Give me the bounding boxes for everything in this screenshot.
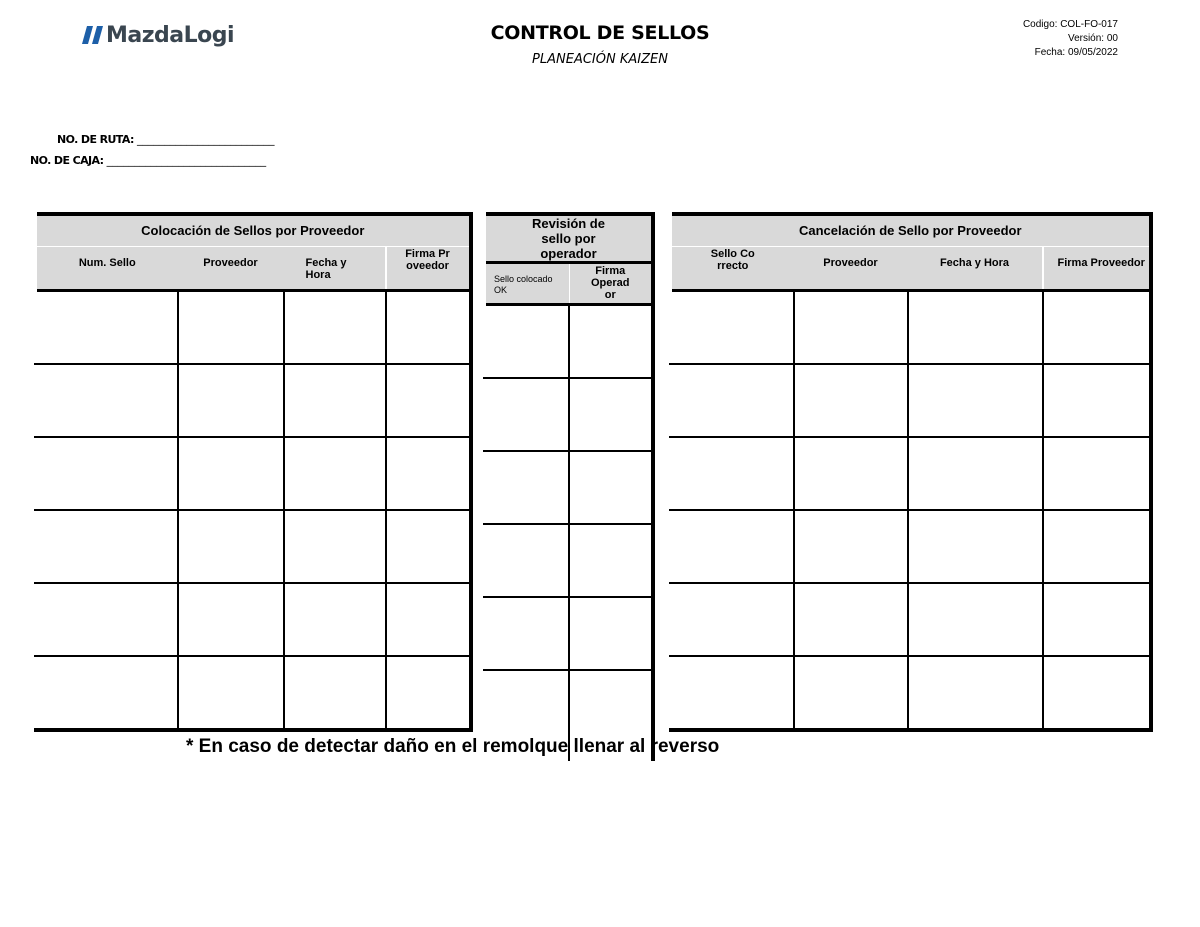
col-cancel-supplier-signature: Firma Proveedor — [1043, 246, 1151, 290]
table-row — [669, 290, 1151, 364]
table-cell[interactable] — [794, 364, 908, 437]
table-cell[interactable] — [1043, 364, 1151, 437]
table-row — [34, 656, 471, 730]
table-cell[interactable] — [908, 656, 1043, 730]
table-row — [669, 583, 1151, 656]
table-cell[interactable] — [386, 437, 471, 510]
table-cell[interactable] — [178, 437, 284, 510]
table-row — [483, 524, 653, 597]
table-cell[interactable] — [1043, 656, 1151, 730]
seal-cancellation-table — [665, 212, 1153, 732]
box-number-blank: _____________________________ — [106, 154, 267, 167]
table-cell[interactable] — [794, 437, 908, 510]
table-cell[interactable] — [284, 364, 386, 437]
table-cell[interactable] — [669, 364, 794, 437]
table-cell[interactable] — [34, 290, 178, 364]
table-row — [483, 305, 653, 379]
table-cell[interactable] — [669, 583, 794, 656]
table-cell[interactable] — [1043, 510, 1151, 583]
seal-review-title: Revisión de sello por operador — [483, 214, 653, 263]
table-cell[interactable] — [34, 510, 178, 583]
document-title: CONTROL DE SELLOS — [490, 22, 710, 44]
table-row — [669, 656, 1151, 730]
table-row — [34, 290, 471, 364]
table-cell[interactable] — [794, 583, 908, 656]
table-row — [669, 364, 1151, 437]
document-metadata — [1023, 18, 1118, 60]
route-number-label: NO. DE RUTA: — [57, 133, 134, 146]
table-cell[interactable] — [908, 583, 1043, 656]
document-version: Versión: 00 — [1067, 33, 1118, 44]
table-cell[interactable] — [908, 290, 1043, 364]
table-cell[interactable] — [386, 656, 471, 730]
table-cell[interactable] — [908, 364, 1043, 437]
seal-placement-title: Colocación de Sellos por Proveedor — [34, 214, 471, 246]
table-cell[interactable] — [569, 524, 653, 597]
logo-mark-icon — [82, 24, 104, 46]
table-cell[interactable] — [386, 510, 471, 583]
table-cell[interactable] — [34, 656, 178, 730]
table-cell[interactable] — [1043, 437, 1151, 510]
table-cell[interactable] — [34, 437, 178, 510]
table-cell[interactable] — [386, 364, 471, 437]
document-date: Fecha: 09/05/2022 — [1034, 47, 1118, 58]
table-row — [34, 364, 471, 437]
document-subtitle: PLANEACIÓN KAIZEN — [532, 52, 668, 67]
col-supplier-signature: Firma Proveedor — [386, 246, 471, 290]
table-cell[interactable] — [178, 656, 284, 730]
route-number-blank: _________________________ — [137, 133, 275, 146]
document-code: Codigo: COL-FO-017 — [1022, 19, 1118, 30]
table-cell[interactable] — [794, 510, 908, 583]
col-seal-correct: Sello Correcto — [669, 246, 794, 290]
table-cell[interactable] — [34, 583, 178, 656]
table-cell[interactable] — [1043, 290, 1151, 364]
table-cell[interactable] — [284, 583, 386, 656]
table-cell[interactable] — [178, 510, 284, 583]
table-cell[interactable] — [669, 437, 794, 510]
table-cell[interactable] — [794, 656, 908, 730]
table-cell[interactable] — [284, 656, 386, 730]
table-cell[interactable] — [34, 364, 178, 437]
table-row — [34, 583, 471, 656]
table-row — [34, 510, 471, 583]
table-cell[interactable] — [284, 437, 386, 510]
col-seal-placed-ok: Sello colocado OK — [483, 263, 569, 305]
company-logo — [82, 20, 234, 50]
table-cell[interactable] — [569, 305, 653, 379]
company-brand-name: MazdaLogi — [106, 22, 235, 48]
table-row — [669, 437, 1151, 510]
table-cell[interactable] — [569, 378, 653, 451]
table-cell[interactable] — [483, 378, 569, 451]
table-cell[interactable] — [178, 290, 284, 364]
table-row — [483, 451, 653, 524]
table-row — [483, 378, 653, 451]
table-cell[interactable] — [386, 290, 471, 364]
col-cancel-date-time: Fecha y Hora — [908, 246, 1043, 290]
table-cell[interactable] — [386, 583, 471, 656]
table-cell[interactable] — [483, 305, 569, 379]
table-cell[interactable] — [569, 597, 653, 670]
table-cell[interactable] — [669, 656, 794, 730]
table-row — [34, 437, 471, 510]
table-cell[interactable] — [669, 290, 794, 364]
table-cell[interactable] — [483, 597, 569, 670]
table-cell[interactable] — [284, 290, 386, 364]
route-number-field — [57, 133, 275, 146]
table-cell[interactable] — [908, 437, 1043, 510]
table-row — [483, 597, 653, 670]
table-cell[interactable] — [178, 364, 284, 437]
table-cell[interactable] — [669, 510, 794, 583]
seal-review-table — [480, 212, 655, 761]
col-seal-number: Num. Sello — [34, 246, 178, 290]
col-supplier: Proveedor — [178, 246, 284, 290]
seal-placement-table — [30, 212, 473, 732]
seal-cancellation-title: Cancelación de Sello por Proveedor — [669, 214, 1151, 246]
table-cell[interactable] — [569, 451, 653, 524]
box-number-field — [30, 154, 266, 167]
table-cell[interactable] — [794, 290, 908, 364]
table-cell[interactable] — [284, 510, 386, 583]
col-operator-signature: Firma Operador — [569, 263, 653, 305]
table-cell[interactable] — [1043, 583, 1151, 656]
footer-note: * En caso de detectar daño en el remolque llenar al reverso — [186, 736, 720, 757]
table-cell[interactable] — [483, 524, 569, 597]
box-number-label: NO. DE CAJA: — [30, 154, 104, 167]
table-cell[interactable] — [908, 510, 1043, 583]
col-cancel-supplier: Proveedor — [794, 246, 908, 290]
table-cell[interactable] — [483, 451, 569, 524]
table-cell[interactable] — [178, 583, 284, 656]
table-row — [669, 510, 1151, 583]
col-date-time: Fecha y Hora — [284, 246, 386, 290]
